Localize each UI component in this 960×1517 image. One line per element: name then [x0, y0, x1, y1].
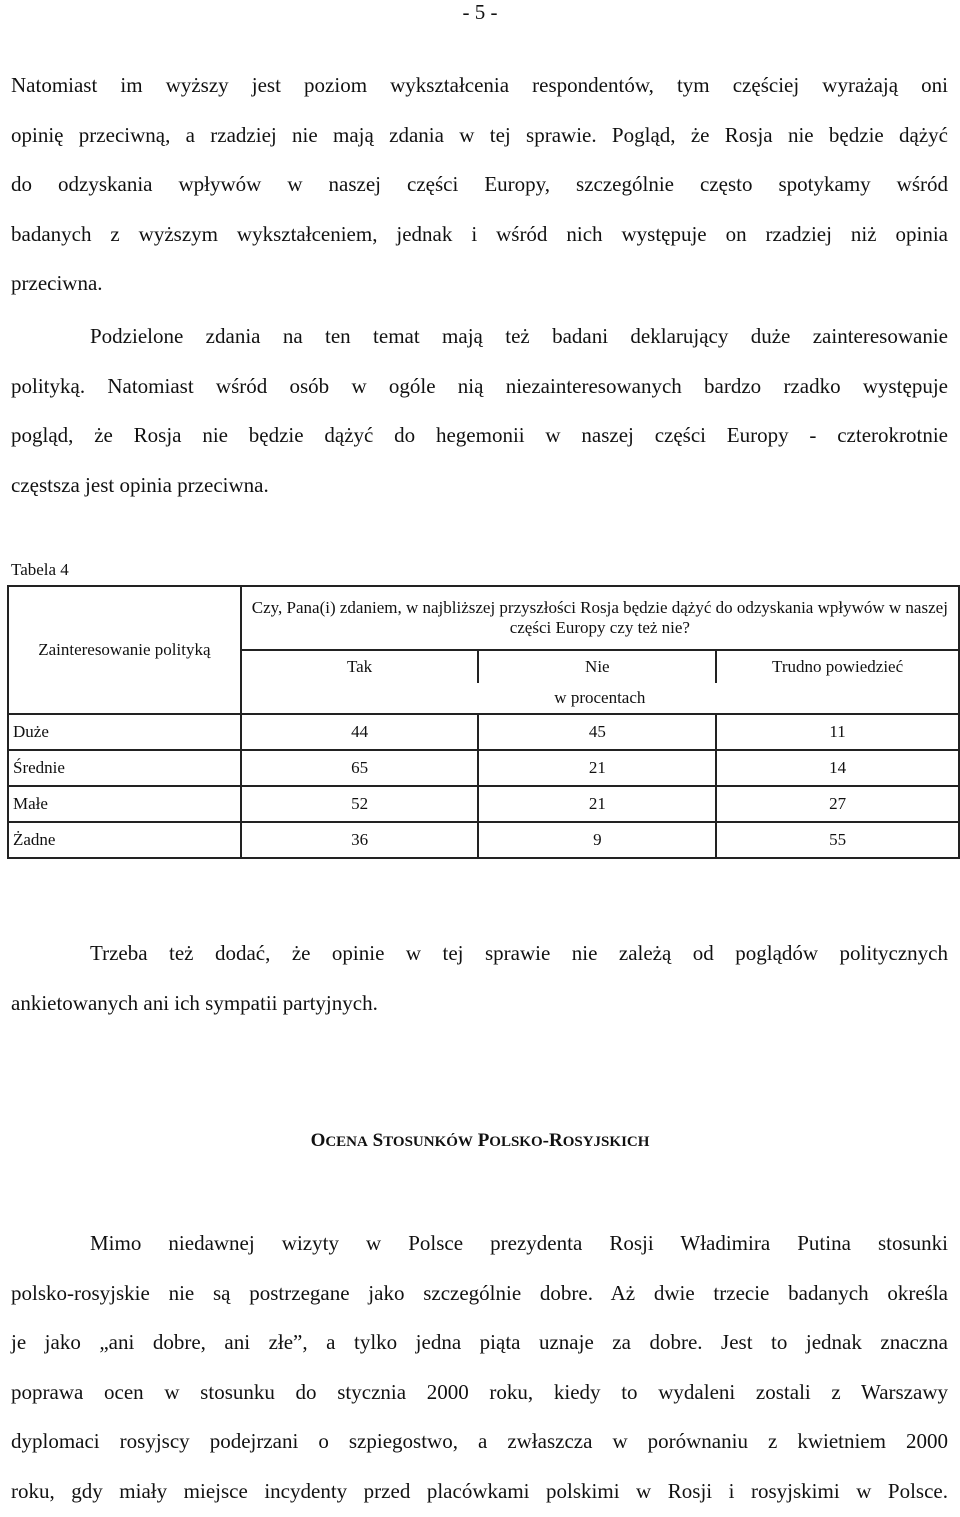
paragraph-line: Trzeba też dodać, że opinie w tej sprawie nie zależą od poglądów politycznych [90, 941, 948, 965]
paragraph-relations [11, 1219, 948, 1517]
paragraph-line: roku, gdy miały miejsce incydenty przed placówkami polskimi w Rosji i rosyjskimi w Polsce. [11, 1478, 948, 1503]
heading-part: S [367, 1130, 384, 1151]
paragraph-line: polsko-rosyjskie nie są postrzegane jako szczególnie dobre. Aż dwie trzecie badanych określa [11, 1280, 948, 1305]
page-number: - 5 - [462, 0, 498, 24]
paragraph-line: do odzyskania wpływów w naszej części Europy, szczególnie często spotykamy wśród [11, 172, 948, 197]
paragraph-line: pogląd, że Rosja nie będzie dążyć do hegemonii w naszej części Europy - czterokrotnie [11, 423, 948, 448]
heading-part: CENA [325, 1134, 368, 1150]
paragraph-line: Podzielone zdania na ten temat mają też badani deklarujący duże zainteresowanie [90, 324, 948, 348]
cell-value: 14 [716, 750, 959, 786]
table-row [8, 786, 959, 822]
column-header-trudno: Trudno powiedzieć [716, 650, 959, 683]
table-header-row [8, 586, 959, 650]
cell-value: 44 [241, 714, 479, 750]
cell-value: 27 [716, 786, 959, 822]
heading-part: R [548, 1130, 563, 1151]
paragraph-line: przeciwna. [11, 271, 103, 296]
survey-question: Czy, Pana(i) zdaniem, w najbliższej przyszłości Rosja będzie dążyć do odzyskania wpływów w naszej części Europy czy też nie? [241, 586, 959, 650]
paragraph-education [11, 61, 948, 309]
paragraph-political-interest [11, 312, 948, 510]
cell-value: 52 [241, 786, 479, 822]
cell-value: 11 [716, 714, 959, 750]
paragraph-line: je jako „ani dobre, ani złe”, a tylko jedna piąta uznaje za dobre. Jest to jednak znaczna [11, 1330, 948, 1355]
table-caption: Tabela 4 [11, 560, 69, 579]
cell-value: 55 [716, 822, 959, 858]
column-header-tak: Tak [241, 650, 479, 683]
section-heading [0, 1129, 960, 1154]
row-label: Duże [8, 714, 241, 750]
paragraph-line: częstsza jest opinia przeciwna. [11, 472, 269, 497]
paragraph-line: dyplomaci rosyjscy podejrzani o szpiegostwo, a zwłaszcza w porównaniu z kwietniem 2000 [11, 1429, 948, 1454]
paragraph-line: Natomiast im wyższy jest poziom wykształcenia respondentów, tym częściej wyrażają oni [11, 73, 948, 97]
cell-value: 21 [478, 786, 716, 822]
cell-value: 21 [478, 750, 716, 786]
paragraph-line: poprawa ocen w stosunku do stycznia 2000 roku, kiedy to wydaleni zostali z Warszawy [11, 1379, 948, 1404]
row-label: Żadne [8, 822, 241, 858]
heading-part: OLSKO [489, 1134, 543, 1150]
cell-value: 36 [241, 822, 479, 858]
unit-label: w procentach [241, 683, 959, 714]
heading-part: TOSUNKÓW [383, 1134, 473, 1150]
cell-value: 9 [478, 822, 716, 858]
paragraph-political-views [11, 929, 948, 1028]
paragraph-line: ankietowanych ani ich sympatii partyjnych. [11, 990, 378, 1015]
heading-part: P [472, 1130, 490, 1151]
paragraph-line: polityką. Natomiast wśród osób w ogóle nią niezainteresowanych bardzo rzadko występuje [11, 373, 948, 398]
table-row [8, 714, 959, 750]
table-row [8, 822, 959, 858]
cell-value: 45 [478, 714, 716, 750]
paragraph-line: opinię przeciwną, a rzadziej nie mają zdania w tej sprawie. Pogląd, że Rosja nie będzie dążyć [11, 122, 948, 147]
row-label: Średnie [8, 750, 241, 786]
row-label: Małe [8, 786, 241, 822]
paragraph-line: badanych z wyższym wykształceniem, jednak i wśród nich występuje on rzadziej niż opinia [11, 221, 948, 246]
row-header-title: Zainteresowanie polityką [8, 586, 241, 714]
heading-part: OSYJSKICH [562, 1134, 650, 1150]
heading-part: O [310, 1130, 326, 1151]
cell-value: 65 [241, 750, 479, 786]
heading-part: - [542, 1130, 549, 1151]
survey-table [7, 585, 960, 859]
paragraph-line: Mimo niedawnej wizyty w Polsce prezydenta Rosji Władimira Putina stosunki [90, 1231, 948, 1255]
column-header-nie: Nie [478, 650, 716, 683]
table-row [8, 750, 959, 786]
